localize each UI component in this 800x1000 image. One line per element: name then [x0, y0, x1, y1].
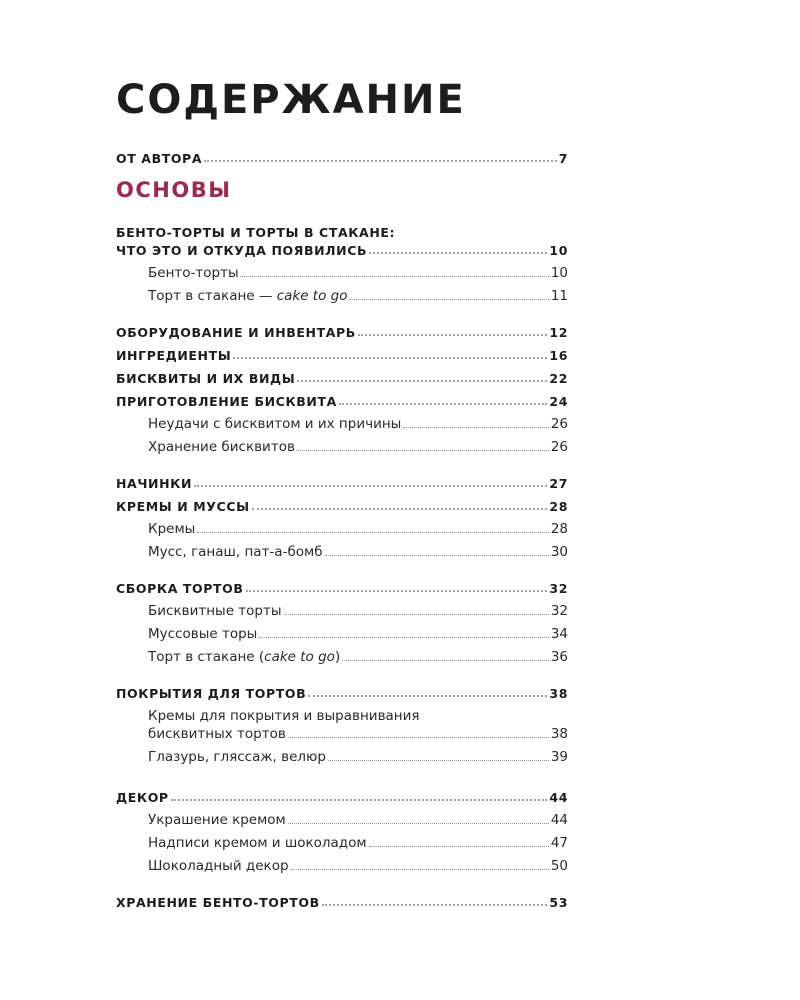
toc-subsection-entry [148, 831, 568, 851]
page-number: 28 [550, 521, 568, 537]
toc-entry-title: Торт в стакане — cake to go [148, 288, 348, 304]
toc-subsection-entry [148, 745, 568, 765]
toc-entry-title: Кремы для покрытия и выравнивания [148, 708, 420, 724]
dot-leader [291, 869, 549, 870]
dot-leader [403, 427, 548, 428]
toc-subsection-entry [148, 261, 568, 281]
toc-chapter-entry [116, 785, 568, 805]
toc-entry-title: КРЕМЫ И МУССЫ [116, 499, 250, 514]
dot-leader [358, 334, 547, 336]
page-number: 27 [549, 476, 568, 491]
toc-entry-title: Неудачи с бисквитом и их причины [148, 416, 402, 432]
toc-chapter-entry [116, 238, 568, 258]
toc-subsection-entry [148, 435, 568, 455]
toc-entry-title: Надписи кремом и шоколадом [148, 835, 367, 851]
dot-leader [288, 823, 549, 824]
dot-leader [297, 380, 547, 382]
page-number: 44 [549, 790, 568, 805]
page-number: 38 [550, 726, 568, 742]
toc-entry-title: СБОРКА ТОРТОВ [116, 581, 244, 596]
toc-entry-title: Кремы [148, 521, 196, 537]
page-number: 28 [549, 499, 568, 514]
toc-entry-title: Торт в стакане (cake to go) [148, 649, 341, 665]
page-number: 22 [549, 371, 568, 386]
toc-entry-title: ДЕКОР [116, 790, 169, 805]
page-number: 50 [550, 858, 568, 874]
toc-entry-title: БЕНТО-ТОРТЫ И ТОРТЫ В СТАКАНЕ: [116, 225, 396, 240]
dot-leader [325, 555, 549, 556]
toc-entry-title: ХРАНЕНИЕ БЕНТО-ТОРТОВ [116, 895, 320, 910]
page-number: 32 [549, 581, 568, 596]
dot-leader [194, 485, 547, 487]
dot-leader [297, 450, 549, 451]
page-number: 10 [549, 243, 568, 258]
toc-subsection-entry [148, 517, 568, 537]
dot-leader [197, 532, 549, 533]
toc-subsection-entry [148, 645, 568, 665]
toc-subsection-entry [148, 704, 420, 724]
page-number: 39 [550, 749, 568, 765]
toc-entry-title: ОБОРУДОВАНИЕ И ИНВЕНТАРЬ [116, 325, 356, 340]
toc-entry-title: НАЧИНКИ [116, 476, 193, 491]
page-number: 36 [550, 649, 568, 665]
page-number: 44 [550, 812, 568, 828]
dot-leader [369, 252, 547, 254]
page-number: 34 [550, 626, 568, 642]
page-number: 47 [550, 835, 568, 851]
toc-entry-title: ПОКРЫТИЯ ДЛЯ ТОРТОВ [116, 686, 307, 701]
toc-entry-title: Глазурь, глясcаж, велюр [148, 749, 326, 765]
dot-leader [259, 637, 549, 638]
toc-chapter-entry [116, 220, 395, 240]
dot-leader [171, 799, 548, 801]
toc-entry-title: Украшение кремом [148, 812, 286, 828]
page-number: 26 [550, 439, 568, 455]
toc-entry-title: Мусс, ганаш, пат-а-бомб [148, 544, 323, 560]
section-title: ОСНОВЫ [116, 178, 232, 202]
dot-leader [342, 660, 549, 661]
dot-leader [233, 357, 547, 359]
dot-leader [288, 737, 549, 738]
page-number: 26 [550, 416, 568, 432]
toc-chapter-entry [116, 576, 568, 596]
toc-chapter-entry [116, 389, 568, 409]
dot-leader [308, 695, 547, 697]
page-number: 12 [549, 325, 568, 340]
toc-chapter-entry [116, 366, 568, 386]
toc-entry-title: БИСКВИТЫ И ИХ ВИДЫ [116, 371, 296, 386]
toc-chapter-entry [116, 681, 568, 701]
page-number: 16 [549, 348, 568, 363]
page-number: 32 [550, 603, 568, 619]
toc-entry-title: ПРИГОТОВЛЕНИЕ БИСКВИТА [116, 394, 337, 409]
dot-leader [284, 614, 549, 615]
page-number: 24 [549, 394, 568, 409]
toc-entry-title: Бенто-торты [148, 265, 239, 281]
toc-entry-title: Шоколадный декор [148, 858, 289, 874]
toc-subsection-entry [148, 284, 568, 304]
page-number: 11 [550, 288, 568, 304]
toc-subsection-entry [148, 808, 568, 828]
toc-chapter-entry [116, 146, 568, 166]
dot-leader [252, 508, 548, 510]
toc-chapter-entry [116, 471, 568, 491]
toc-chapter-entry [116, 343, 568, 363]
toc-chapter-entry [116, 494, 568, 514]
toc-subsection-entry [148, 412, 568, 432]
toc-subsection-entry [148, 540, 568, 560]
toc-subsection-entry [148, 854, 568, 874]
toc-entry-title: Муссовые торы [148, 626, 258, 642]
page-title: СОДЕРЖАНИЕ [116, 77, 466, 123]
toc-subsection-entry [148, 622, 568, 642]
dot-leader [369, 846, 549, 847]
toc-subsection-entry [148, 599, 568, 619]
toc-entry-title: ОТ АВТОРА [116, 151, 203, 166]
toc-entry-title: ИНГРЕДИЕНТЫ [116, 348, 232, 363]
page-number: 7 [558, 151, 568, 166]
toc-chapter-entry [116, 890, 568, 910]
toc-entry-title: Бисквитные торты [148, 603, 282, 619]
page-number: 10 [550, 265, 568, 281]
toc-entry-title: бисквитных тортов [148, 726, 286, 742]
toc-entry-title: Хранение бисквитов [148, 439, 295, 455]
dot-leader [328, 760, 549, 761]
dot-leader [322, 904, 548, 906]
dot-leader [349, 299, 548, 300]
page-number: 38 [549, 686, 568, 701]
page-number: 53 [549, 895, 568, 910]
dot-leader [204, 160, 557, 162]
toc-entry-title: ЧТО ЭТО И ОТКУДА ПОЯВИЛИСЬ [116, 243, 368, 258]
page-number: 30 [550, 544, 568, 560]
dot-leader [241, 276, 549, 277]
dot-leader [339, 403, 548, 405]
toc-chapter-entry [116, 320, 568, 340]
dot-leader [246, 590, 548, 592]
toc-subsection-entry [148, 722, 568, 742]
